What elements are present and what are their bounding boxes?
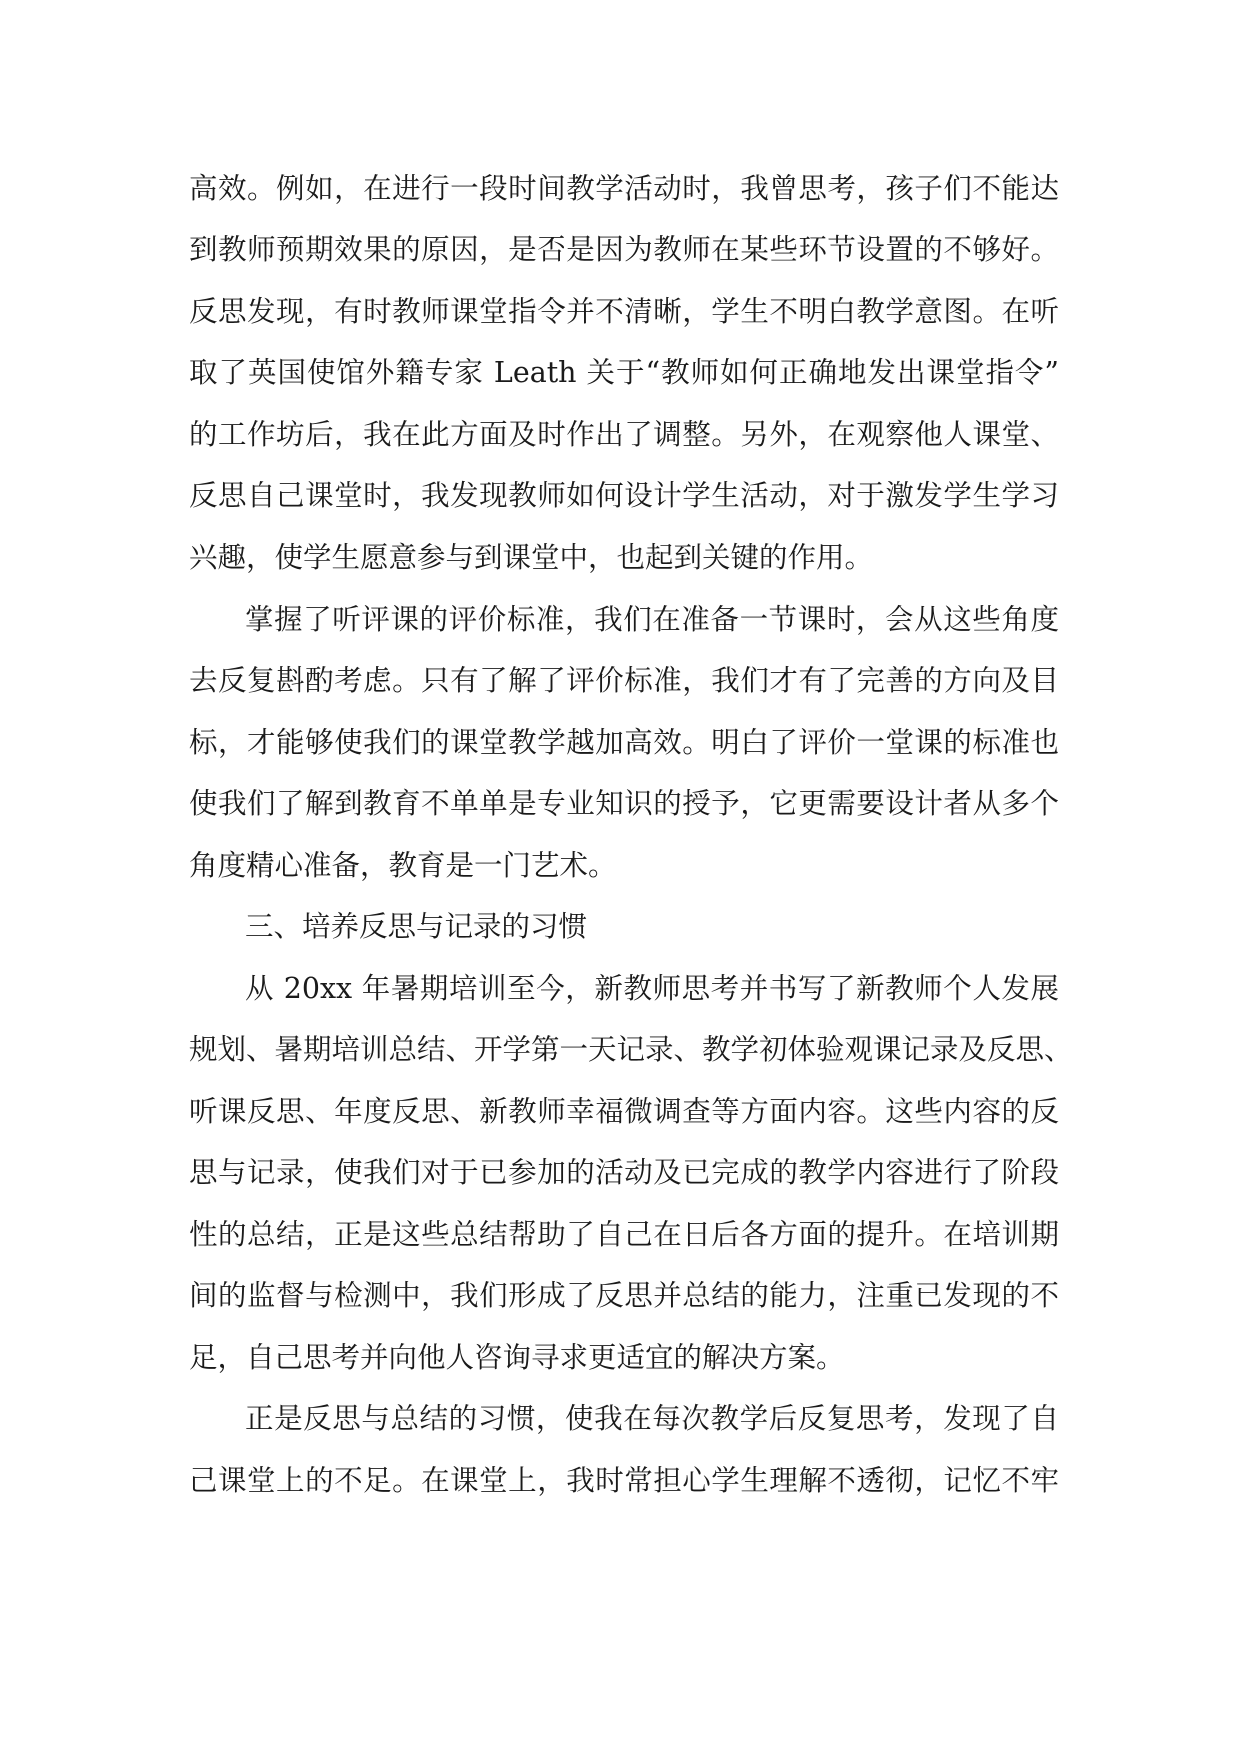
body-text-line: 的工作坊后，我在此方面及时作出了调整。另外，在观察他人课堂、 xyxy=(189,418,1059,451)
paragraph-first-line: 从 20xx 年暑期培训至今，新教师思考并书写了新教师个人发展 xyxy=(245,972,1059,1005)
body-text-line: 反思自己课堂时，我发现教师如何设计学生活动，对于激发学生学习 xyxy=(189,479,1059,512)
body-text-line: 听课反思、年度反思、新教师幸福微调查等方面内容。这些内容的反 xyxy=(189,1095,1059,1128)
body-text-line: 兴趣，使学生愿意参与到课堂中，也起到关键的作用。 xyxy=(189,541,874,574)
body-text-line: 足，自己思考并向他人咨询寻求更适宜的解决方案。 xyxy=(189,1341,845,1374)
body-text-line: 标，才能够使我们的课堂教学越加高效。明白了评价一堂课的标准也 xyxy=(189,726,1059,759)
section-heading: 三、培养反思与记录的习惯 xyxy=(245,910,588,943)
body-text-line: 角度精心准备，教育是一门艺术。 xyxy=(189,849,617,882)
body-text-line: 使我们了解到教育不单单是专业知识的授予，它更需要设计者从多个 xyxy=(189,787,1059,820)
paragraph-first-line: 正是反思与总结的习惯，使我在每次教学后反复思考，发现了自 xyxy=(245,1402,1059,1435)
body-text-line: 反思发现，有时教师课堂指令并不清晰，学生不明白教学意图。在听 xyxy=(189,295,1059,328)
body-text-line: 去反复斟酌考虑。只有了解了评价标准，我们才有了完善的方向及目 xyxy=(189,664,1059,697)
paragraph-first-line: 掌握了听评课的评价标准，我们在准备一节课时，会从这些角度 xyxy=(245,603,1059,636)
body-text-line: 间的监督与检测中，我们形成了反思并总结的能力，注重已发现的不 xyxy=(189,1279,1059,1312)
body-text-line: 取了英国使馆外籍专家 Leath 关于“教师如何正确地发出课堂指令” xyxy=(189,356,1059,389)
body-text-line: 高效。例如，在进行一段时间教学活动时，我曾思考，孩子们不能达 xyxy=(189,172,1059,205)
body-text-line: 到教师预期效果的原因，是否是因为教师在某些环节设置的不够好。 xyxy=(189,233,1059,266)
body-text-line: 规划、暑期培训总结、开学第一天记录、教学初体验观课记录及反思、 xyxy=(189,1033,1073,1066)
body-text-line: 思与记录，使我们对于已参加的活动及已完成的教学内容进行了阶段 xyxy=(189,1156,1059,1189)
body-text-line: 己课堂上的不足。在课堂上，我时常担心学生理解不透彻，记忆不牢 xyxy=(189,1464,1059,1497)
body-text-line: 性的总结，正是这些总结帮助了自己在日后各方面的提升。在培训期 xyxy=(189,1218,1059,1251)
